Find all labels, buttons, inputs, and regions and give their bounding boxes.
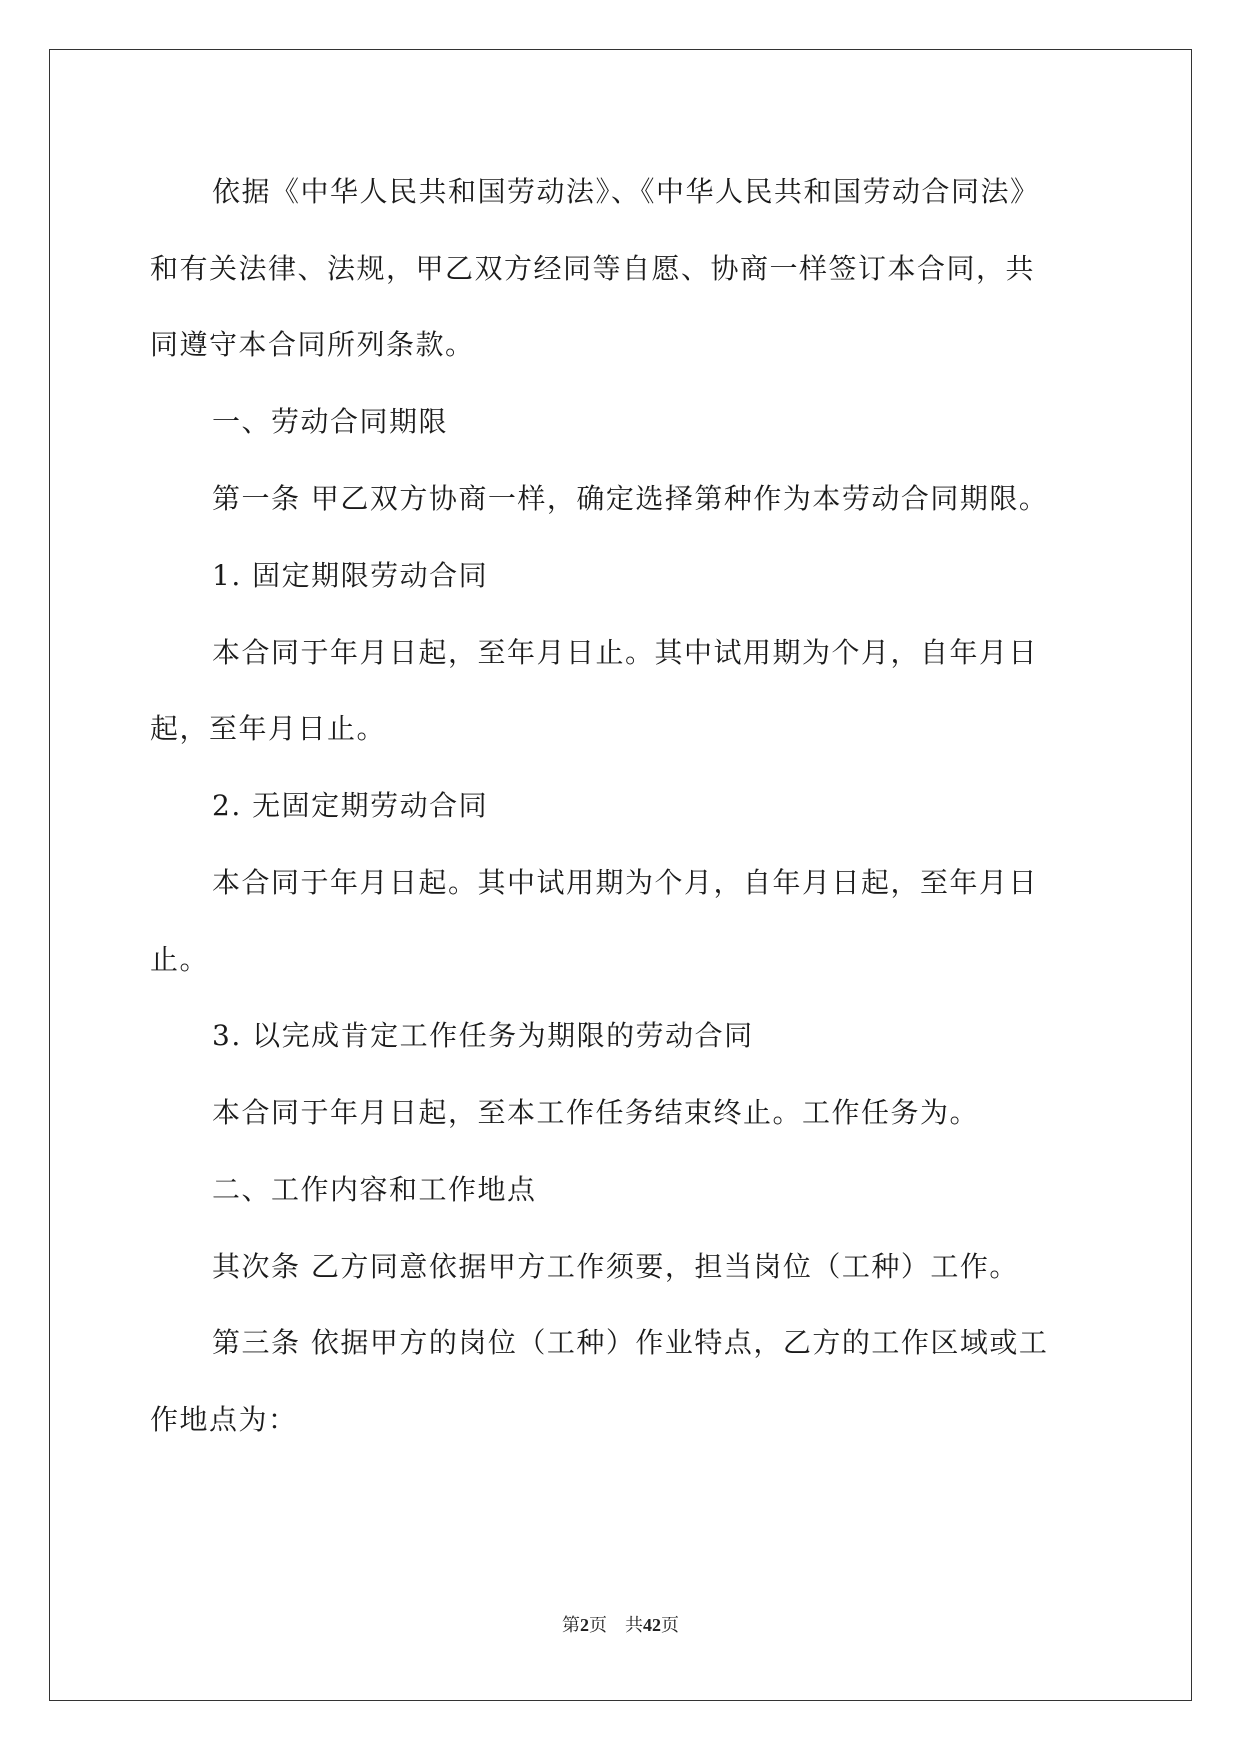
total-suffix: 页 [661, 1615, 679, 1635]
section-heading: 一、劳动合同期限 [212, 405, 449, 438]
paragraph-line: 第一条 甲乙双方协商一样，确定选择第种作为本劳动合同期限。 [212, 482, 1049, 515]
page-suffix: 页 [589, 1615, 607, 1635]
paragraph-line: 本合同于年月日起。其中试用期为个月，自年月日起，至年月日 [212, 866, 1039, 899]
total-prefix: 共 [625, 1615, 643, 1635]
list-item-heading: 3. 以完成肯定工作任务为期限的劳动合同 [212, 1019, 754, 1052]
paragraph-line: 作地点为： [150, 1403, 298, 1436]
page-footer [0, 1611, 1241, 1637]
paragraph-line: 同遵守本合同所列条款。 [150, 328, 475, 361]
paragraph-line: 和有关法律、法规，甲乙双方经同等自愿、协商一样签订本合同，共 [150, 252, 1036, 285]
paragraph-line: 止。 [150, 943, 210, 976]
paragraph-line: 本合同于年月日起，至年月日止。其中试用期为个月，自年月日 [212, 636, 1039, 669]
page-number: 2 [580, 1615, 589, 1635]
paragraph-line: 依据《中华人民共和国劳动法》、《中华人民共和国劳动合同法》 [212, 175, 1040, 208]
paragraph-line: 起，至年月日止。 [150, 712, 387, 745]
page-prefix: 第 [562, 1615, 580, 1635]
list-item-heading: 1. 固定期限劳动合同 [212, 559, 489, 592]
total-pages: 42 [643, 1615, 661, 1635]
section-heading: 二、工作内容和工作地点 [212, 1173, 537, 1206]
list-item-heading: 2. 无固定期劳动合同 [212, 789, 489, 822]
paragraph-line: 其次条 乙方同意依据甲方工作须要，担当岗位（工种）工作。 [212, 1250, 1019, 1283]
paragraph-line: 第三条 依据甲方的岗位（工种）作业特点，乙方的工作区域或工 [212, 1326, 1049, 1359]
paragraph-line: 本合同于年月日起，至本工作任务结束终止。工作任务为。 [212, 1096, 980, 1129]
